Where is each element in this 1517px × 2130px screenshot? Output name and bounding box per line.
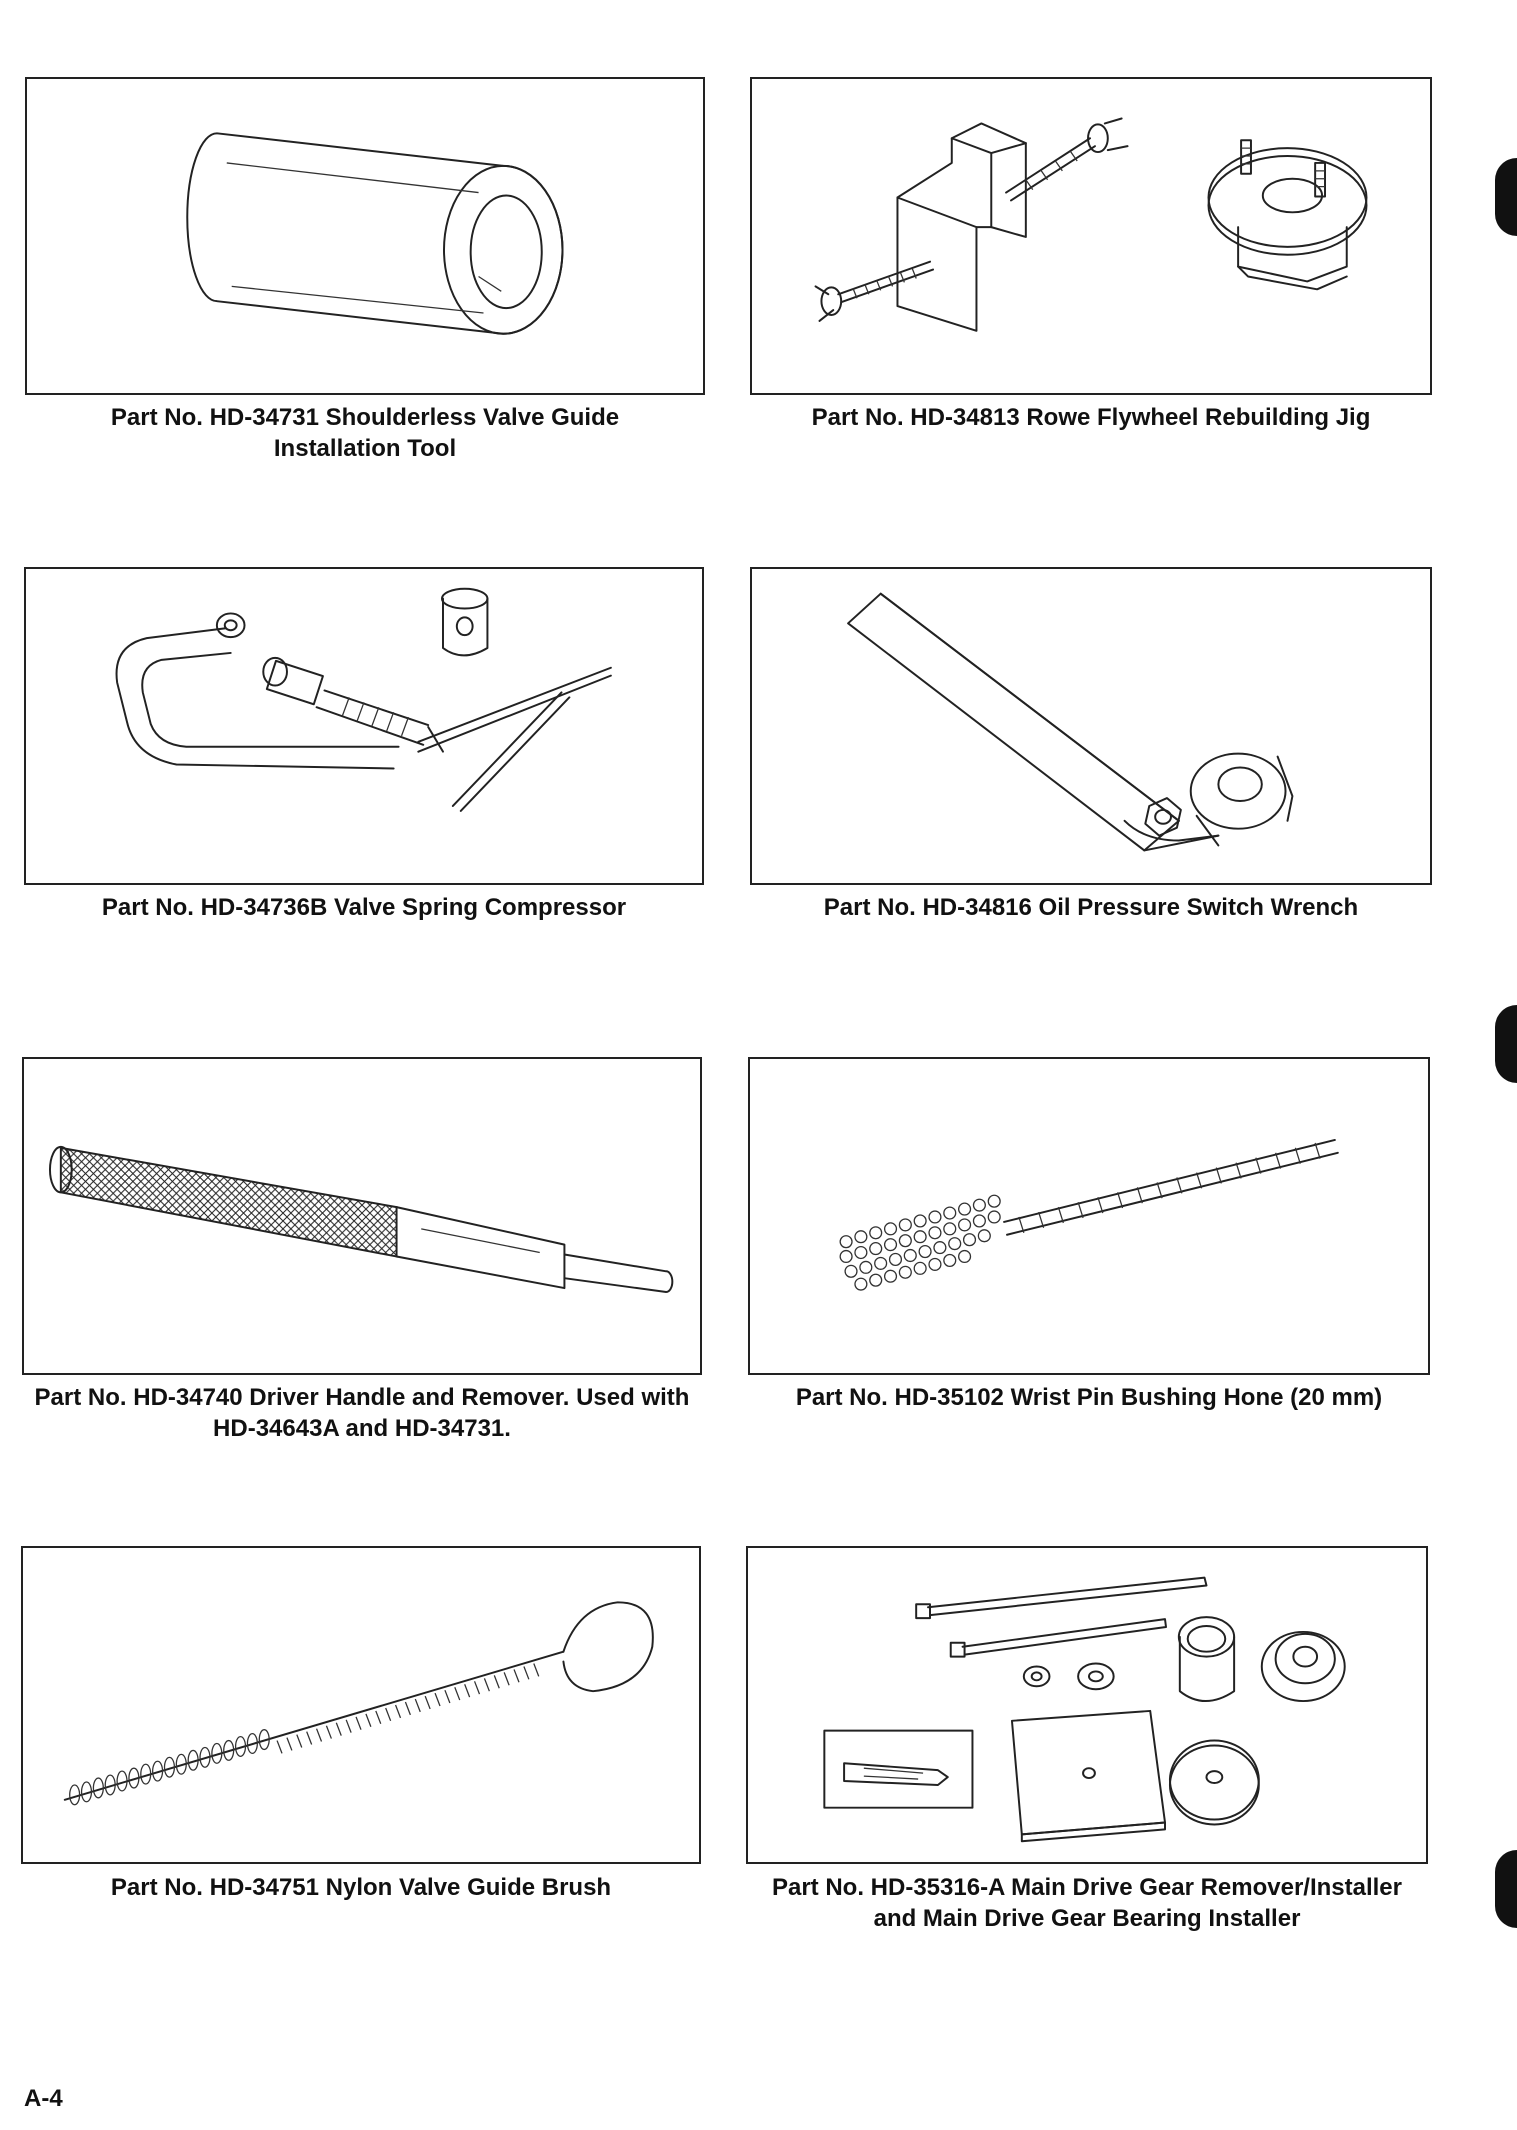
caption-hd-34813: [750, 402, 1432, 433]
caption-hd-34731: [25, 402, 705, 464]
caption-line: Installation Tool: [273, 435, 457, 462]
caption-line: Part No. HD-34740 Driver Handle and Remover. Used with: [34, 1384, 690, 1411]
caption-line: Part No. HD-34813 Rowe Flywheel Rebuilding Jig: [811, 404, 1371, 431]
figure-panel-hd-34731: [25, 77, 705, 395]
caption-hd-34740: [15, 1382, 709, 1444]
main-drive-gear-remover-installer-illustration: [748, 1548, 1426, 1862]
valve-spring-compressor-illustration: [26, 569, 702, 883]
caption-line: Part No. HD-34731 Shoulderless Valve Guide: [110, 404, 620, 431]
caption-hd-35102: [748, 1382, 1430, 1413]
figure-panel-hd-35316-a: [746, 1546, 1428, 1864]
section-tab-marker: [1495, 158, 1517, 236]
valve-guide-installation-tool-illustration: [27, 79, 703, 393]
figure-panel-hd-35102: [748, 1057, 1430, 1375]
caption-line: Part No. HD-35102 Wrist Pin Bushing Hone (20 mm): [795, 1384, 1383, 1411]
page-number: A-4: [24, 2085, 63, 2112]
figure-panel-hd-34736b: [24, 567, 704, 885]
figure-panel-hd-34740: [22, 1057, 702, 1375]
caption-hd-34816: [750, 892, 1432, 923]
wrist-pin-bushing-hone-illustration: [750, 1059, 1428, 1373]
caption-line: HD-34643A and HD-34731.: [213, 1415, 511, 1442]
caption-hd-35316-a: [746, 1872, 1428, 1934]
flywheel-rebuilding-jig-illustration: [752, 79, 1430, 393]
figure-panel-hd-34813: [750, 77, 1432, 395]
caption-line: Part No. HD-35316-A Main Drive Gear Remover/Installer: [771, 1874, 1402, 1901]
oil-pressure-switch-wrench-illustration: [752, 569, 1430, 883]
caption-line: and Main Drive Gear Bearing Installer: [873, 1905, 1301, 1932]
driver-handle-illustration: [24, 1059, 700, 1373]
nylon-valve-guide-brush-illustration: [23, 1548, 699, 1862]
figure-panel-hd-34751: [21, 1546, 701, 1864]
caption-line: Part No. HD-34736B Valve Spring Compressor: [101, 894, 627, 921]
figure-panel-hd-34816: [750, 567, 1432, 885]
section-tab-marker: [1495, 1850, 1517, 1928]
caption-hd-34736b: [24, 892, 704, 923]
caption-line: Part No. HD-34816 Oil Pressure Switch Wrench: [823, 894, 1359, 921]
caption-hd-34751: [21, 1872, 701, 1903]
section-tab-marker: [1495, 1005, 1517, 1083]
caption-line: Part No. HD-34751 Nylon Valve Guide Brush: [110, 1874, 612, 1901]
